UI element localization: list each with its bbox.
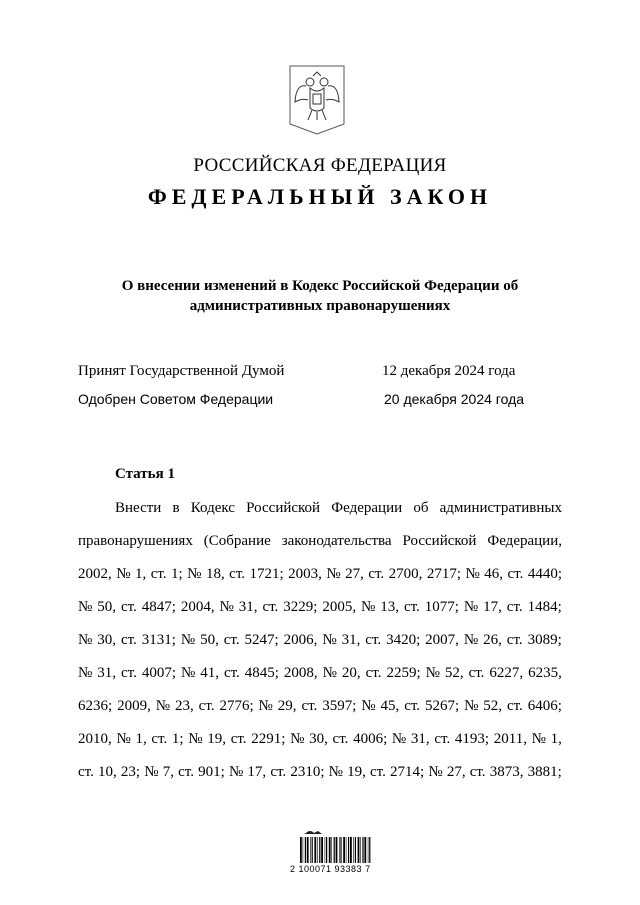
article-text-line: 6236; 2009, № 23, ст. 2776; № 29, ст. 3597; № 45, ст. 5267; № 52, ст. 6406; [78,698,562,714]
article-text-line: № 30, ст. 3131; № 50, ст. 5247; 2006, № 31, ст. 3420; 2007, № 26, ст. 3089; [78,632,562,648]
article-text-line: ст. 10, 23; № 7, ст. 901; № 17, ст. 2310; № 19, ст. 2714; № 27, ст. 3873, 3881; [78,764,562,780]
council-approval-date: 20 декабря 2024 года [384,391,525,407]
country-name: РОССИЙСКАЯ ФЕДЕРАЦИЯ [193,155,447,176]
duma-adoption-date: 12 декабря 2024 года [382,363,516,379]
duma-adoption-label: Принят Государственной Думой [78,363,285,379]
article-text-line: 2010, № 1, ст. 1; № 19, ст. 2291; № 30, ст. 4006; № 31, ст. 4193; 2011, № 1, [78,731,562,747]
article-text-line: Внести в Кодекс Российской Федерации об административных [115,500,562,516]
document-type: ФЕДЕРАЛЬНЫЙ ЗАКОН [147,184,493,209]
article-heading: Статья 1 [115,466,175,482]
coat-of-arms-icon [288,64,346,136]
law-title-line: О внесении изменений в Кодекс Российской Федерации об [121,278,519,294]
article-text-line: 2002, № 1, ст. 1; № 18, ст. 1721; 2003, № 27, ст. 2700, 2717; № 46, ст. 4440; [78,566,562,582]
article-text-line: правонарушениях (Собрание законодательства Российской Федерации, [78,533,562,549]
barcode-number: 2 100071 93383 7 [290,864,371,874]
law-title-line: административных правонарушениях [189,298,451,314]
law-title [100,276,540,316]
article-text-line: № 31, ст. 4007; № 41, ст. 4845; 2008, № 20, ст. 2259; № 52, ст. 6227, 6235, [78,665,562,681]
council-approval-label: Одобрен Советом Федерации [78,391,274,407]
article-body [78,498,562,795]
stamp-mark-icon [304,831,322,834]
article-text-line: № 50, ст. 4847; 2004, № 31, ст. 3229; 2005, № 13, ст. 1077; № 17, ст. 1484; [78,599,562,615]
